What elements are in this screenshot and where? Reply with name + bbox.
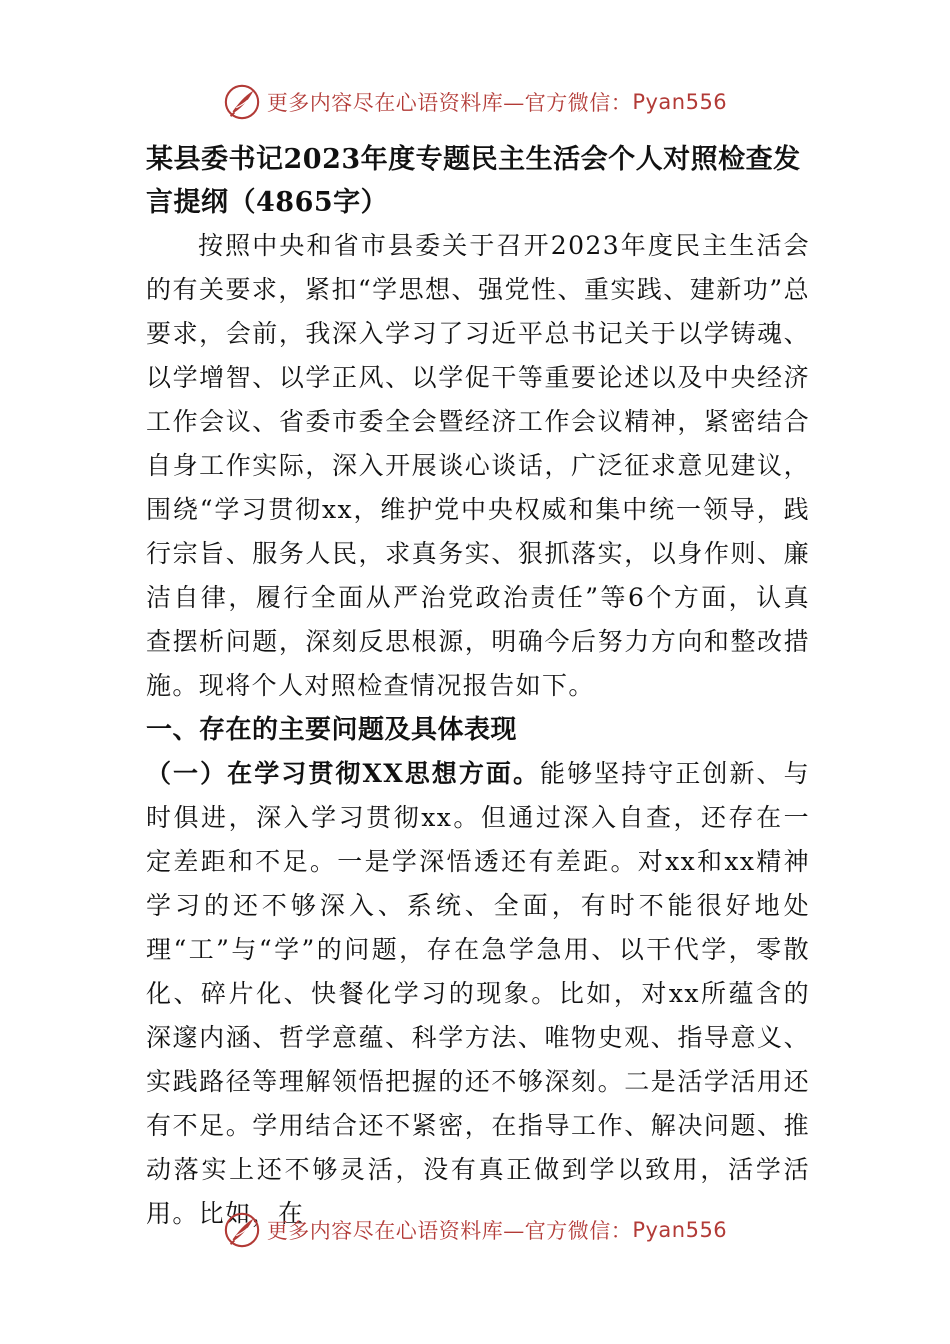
watermark-wechat: Pyan556	[632, 90, 728, 114]
subsection-text: 能够坚持守正创新、与时俱进，深入学习贯彻xx。但通过深入自查，还存在一定差距和不足。一是学深悟透还有差距。对xx和xx精神学习的还不够深入、系统、全面，有时不能很好地处理“工”与“学”的问题，存在急学急用、以干代学，零散化、碎片化、快餐化学习的现象。比如，对xx所蕴含的深邃内涵、哲学意蕴、科学方法、唯物史观、指导意义、实践路径等理解领悟把握的还不够深刻。二是活学活用还有不足。学用结合还不紧密，在指导工作、解决问题、推动落实上还不够灵活，没有真正做到学以致用，活学活用。比如，在	[146, 759, 810, 1228]
quill-logo-icon	[223, 83, 261, 121]
quill-logo-icon	[223, 1211, 261, 1249]
watermark-banner-top	[0, 80, 950, 124]
watermark-text: 更多内容尽在心语资料库—官方微信：	[266, 91, 633, 115]
subsection-paragraph	[146, 752, 810, 1236]
section-heading: 一、存在的主要问题及具体表现	[146, 715, 518, 745]
document-body	[146, 138, 810, 1236]
watermark-wechat: Pyan556	[632, 1218, 728, 1242]
document-title: 某县委书记2023年度专题民主生活会个人对照检查发言提纲（4865字）	[146, 144, 801, 218]
watermark-text: 更多内容尽在心语资料库—官方微信：	[266, 1219, 633, 1243]
intro-paragraph: 按照中央和省市县委关于召开2023年度民主生活会的有关要求，紧扣“学思想、强党性、重实践、建新功”总要求，会前，我深入学习了习近平总书记关于以学铸魂、以学增智、以学正风、以学促干等重要论述以及中央经济工作会议、省委市委全会暨经济工作会议精神，紧密结合自身工作实际，深入开展谈心谈话，广泛征求意见建议，围绕“学习贯彻xx，维护党中央权威和集中统一领导，践行宗旨、服务人民，求真务实、狠抓落实，以身作则、廉洁自律，履行全面从严治党政治责任”等6个方面，认真查摆析问题，深刻反思根源，明确今后努力方向和整改措施。现将个人对照检查情况报告如下。	[146, 231, 810, 700]
watermark-banner-bottom	[0, 1208, 950, 1252]
subsection-heading: （一）在学习贯彻XX思想方面。	[146, 759, 541, 788]
